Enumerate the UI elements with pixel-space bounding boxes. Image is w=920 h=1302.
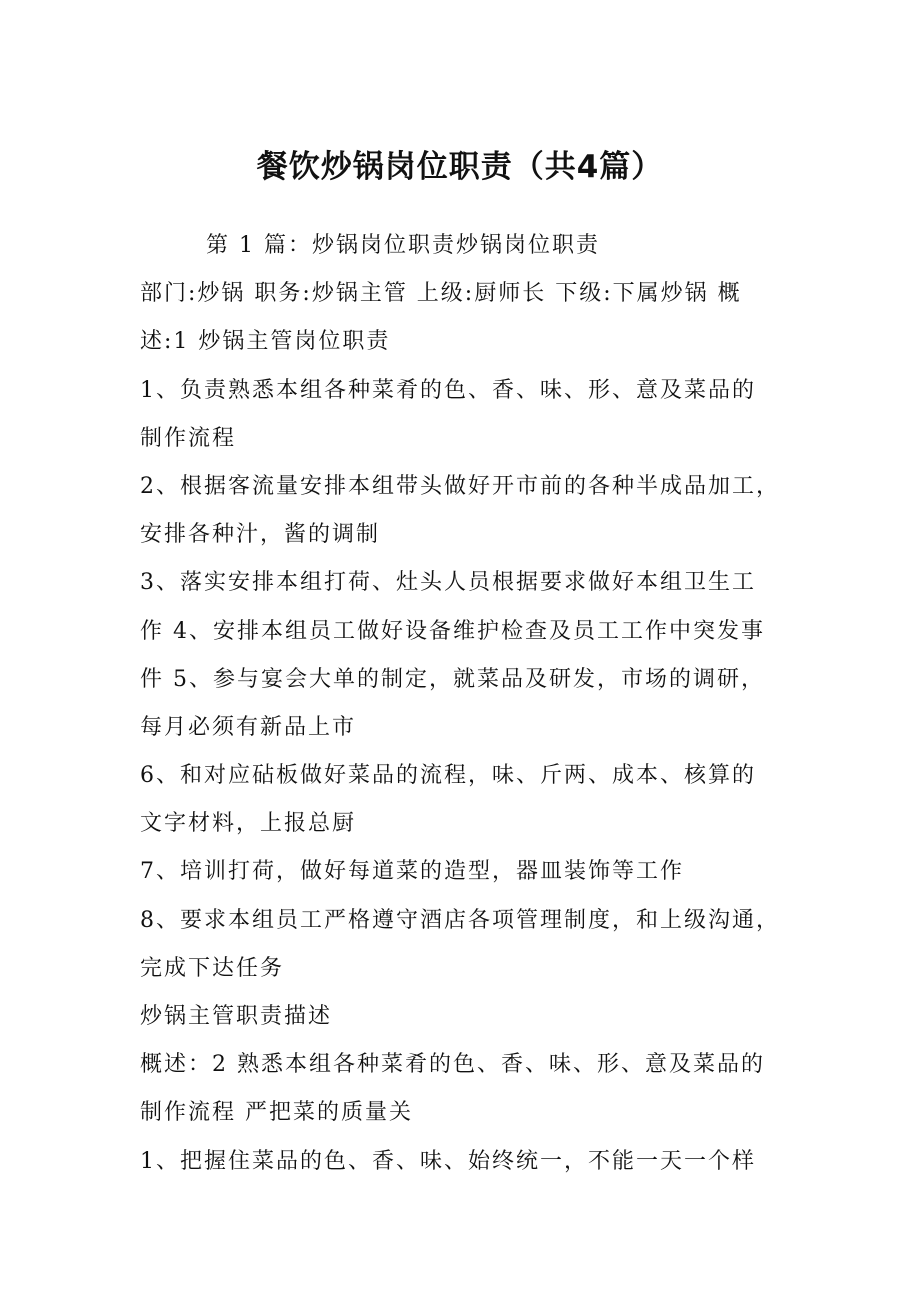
- subsection-heading: 炒锅主管职责描述: [140, 1004, 333, 1029]
- text-line: 完成下达任务: [140, 955, 285, 981]
- text-line: 6、和对应砧板做好菜品的流程，味、斤两、成本、核算的: [140, 763, 756, 789]
- text-line: 部门:炒锅 职务:炒锅主管 上级:厨师长 下级:下属炒锅 概: [140, 281, 742, 307]
- text-line: 1、负责熟悉本组各种菜肴的色、香、味、形、意及菜品的: [140, 377, 756, 403]
- text-line: 2、根据客流量安排本组带头做好开市前的各种半成品加工，: [140, 473, 780, 499]
- text-line: 件 5、参与宴会大单的制定，就菜品及研发，市场的调研，: [140, 666, 765, 692]
- text-line: 制作流程: [140, 425, 237, 451]
- text-line: 3、落实安排本组打荷、灶头人员根据要求做好本组卫生工: [140, 570, 756, 596]
- text-line: 制作流程 严把菜的质量关: [140, 1100, 413, 1126]
- section-heading: 第 1 篇：炒锅岗位职责炒锅岗位职责: [206, 233, 600, 258]
- document-title: 餐饮炒锅岗位职责（共4篇）: [256, 149, 664, 185]
- text-line: 每月必须有新品上市: [140, 714, 357, 740]
- text-line: 概述：2 熟悉本组各种菜肴的色、香、味、形、意及菜品的: [140, 1052, 765, 1078]
- text-line: 作 4、安排本组员工做好设备维护检查及员工工作中突发事: [140, 618, 765, 644]
- text-line: 1、把握住菜品的色、香、味、始终统一，不能一天一个样: [140, 1148, 756, 1174]
- text-line: 述:1 炒锅主管岗位职责: [140, 329, 391, 355]
- text-line: 安排各种汁，酱的调制: [140, 522, 381, 548]
- text-line: 文字材料，上报总厨: [140, 811, 357, 837]
- text-line: 7、培训打荷，做好每道菜的造型，器皿装饰等工作: [140, 859, 684, 885]
- document-body: [140, 222, 800, 1186]
- text-line: 8、要求本组员工严格遵守酒店各项管理制度，和上级沟通，: [140, 907, 780, 933]
